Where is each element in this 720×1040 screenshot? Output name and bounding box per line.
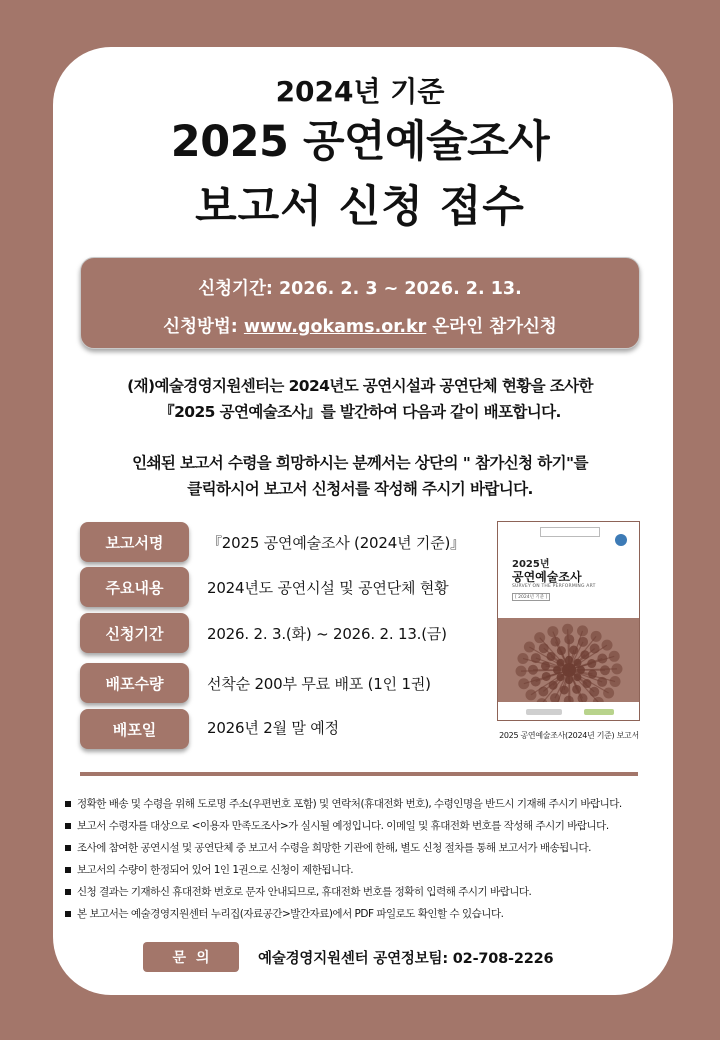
period-label: 신청기간: <box>198 279 273 299</box>
notice-item: 본 보고서는 예술경영지원센터 누리집(자료공간>발간자료)에서 PDF 파일로도 확인할 수 있습니다. <box>64 907 664 929</box>
notice-list <box>64 797 664 929</box>
heading-year: 2024년 기준 <box>275 75 445 108</box>
application-method <box>81 313 639 338</box>
heading-title: 2025 공연예술조사 <box>170 117 550 167</box>
cover-footer <box>498 702 639 720</box>
method-label: 신청방법: <box>163 317 238 337</box>
cover-header <box>498 522 639 618</box>
label-main-content: 주요내용 <box>80 567 189 607</box>
intro-line-1: (재)예술경영지원센터는 2024년도 공연시설과 공연단체 현황을 조사한 <box>127 377 593 395</box>
notice-item: 보고서의 수량이 한정되어 있어 1인 1권으로 신청이 제한됩니다. <box>64 863 664 885</box>
notice-item: 신청 결과는 기재하신 휴대전화 번호로 문자 안내되므로, 휴대전화 번호를 정확히 입력해 주시기 바랍니다. <box>64 885 664 907</box>
value-report-name: 『2025 공연예술조사 (2024년 기준)』 <box>207 533 465 552</box>
notice-item: 정확한 배송 및 수령을 위해 도로명 주소(우편번호 포함) 및 연락처(휴대전화 번호), 수령인명을 반드시 기재해 주시기 바랍니다. <box>64 797 664 819</box>
cover-caption: 2025 공연예술조사(2024년 기준) 보고서 <box>499 731 639 740</box>
ministry-emblem-icon <box>615 534 627 546</box>
label-application-period: 신청기간 <box>80 613 189 653</box>
cover-subtitle: SURVEY ON THE PERFORMING ART <box>512 584 596 589</box>
application-period <box>81 275 639 300</box>
cover-year: 2025년 <box>512 559 550 570</box>
period-value: 2026. 2. 3 ~ 2026. 2. 13. <box>278 279 522 299</box>
cover-tag: [ 2024년 기준 ] <box>512 593 550 601</box>
cover-logo-right <box>584 709 614 715</box>
intro-line-2: 『2025 공연예술조사』를 발간하여 다음과 같이 배포합니다. <box>159 403 561 421</box>
report-cover-image <box>497 521 640 721</box>
cover-title: 공연예술조사 <box>512 570 582 584</box>
intro-line-3: 인쇄된 보고서 수령을 희망하시는 분께서는 상단의 " 참가신청 하기"를 <box>132 454 588 472</box>
application-info-box <box>80 257 640 349</box>
label-distribution-quantity: 배포수량 <box>80 663 189 703</box>
cover-artwork-graphic <box>498 618 640 704</box>
cover-logo-left <box>526 709 562 715</box>
cover-series-box <box>540 527 600 537</box>
value-distribution-date: 2026년 2월 말 예정 <box>207 718 339 737</box>
label-distribution-date: 배포일 <box>80 709 189 749</box>
heading-subtitle: 보고서 신청 접수 <box>195 182 525 232</box>
label-report-name: 보고서명 <box>80 522 189 562</box>
section-divider <box>80 772 638 776</box>
method-suffix: 온라인 참가신청 <box>432 317 557 337</box>
value-distribution-quantity: 선착순 200부 무료 배포 (1인 1권) <box>207 674 431 693</box>
intro-line-4: 클릭하시어 보고서 신청서를 작성해 주시기 바랍니다. <box>187 480 533 498</box>
notice-item: 보고서 수령자를 대상으로 <이용자 만족도조사>가 실시될 예정입니다. 이메일 및 휴대전화 번호를 작성해 주시기 바랍니다. <box>64 819 664 841</box>
value-main-content: 2024년도 공연시설 및 공연단체 현황 <box>207 578 449 597</box>
gokams-link[interactable]: www.gokams.or.kr <box>243 317 427 337</box>
contact-label: 문의 <box>143 942 239 972</box>
value-application-period: 2026. 2. 3.(화) ~ 2026. 2. 13.(금) <box>207 624 447 643</box>
notice-item: 조사에 참여한 공연시설 및 공연단체 중 보고서 수령을 희망한 기관에 한해, 별도 신청 절차를 통해 보고서가 배송됩니다. <box>64 841 664 863</box>
contact-info: 예술경영지원센터 공연정보팀: 02-708-2226 <box>258 950 554 967</box>
